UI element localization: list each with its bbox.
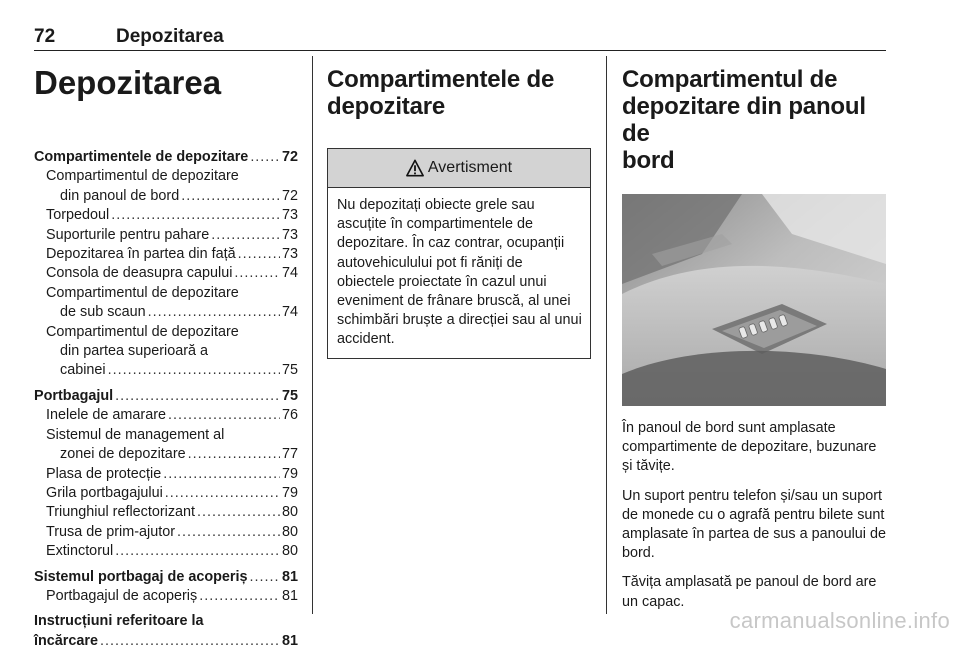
toc-page-number: 79 — [281, 484, 298, 501]
toc-leader-dots — [168, 406, 280, 425]
toc-leader-dots — [108, 361, 280, 380]
toc-entry-label: de sub scaun — [60, 304, 146, 321]
toc-entry[interactable] — [34, 523, 298, 542]
toc-leader-dots — [250, 568, 280, 587]
warning-box — [327, 148, 591, 359]
toc-leader-dots — [234, 264, 280, 283]
toc-leader-dots — [181, 187, 280, 206]
toc-entry-label: Depozitarea în partea din față — [46, 246, 236, 263]
toc-page-number: 73 — [281, 207, 298, 224]
toc-entry-label: Compartimentul de depozitare — [46, 168, 239, 185]
toc-section-entry[interactable] — [34, 568, 298, 587]
toc-page-number: 81 — [281, 632, 298, 649]
toc-entry[interactable] — [34, 264, 298, 283]
section-title-line: depozitare din panoul de — [622, 93, 866, 147]
toc-page-number: 73 — [281, 246, 298, 263]
toc-entry[interactable] — [34, 426, 298, 465]
toc-page-number: 79 — [281, 465, 298, 482]
toc-entry-label: din partea superioară a — [60, 343, 209, 360]
toc-leader-dots — [115, 542, 280, 561]
toc-leader-dots — [211, 226, 280, 245]
toc-entry[interactable] — [34, 206, 298, 225]
toc-leader-dots — [148, 303, 280, 322]
toc-leader-dots — [199, 587, 280, 606]
toc-leader-dots — [100, 632, 280, 651]
toc-leader-dots — [188, 445, 280, 464]
warning-triangle-icon — [406, 159, 424, 177]
toc-entry[interactable] — [34, 226, 298, 245]
toc-page-number: 72 — [281, 187, 298, 204]
toc-page-number: 80 — [281, 523, 298, 540]
column-section-dashboard — [622, 56, 886, 612]
chapter-title: Depozitarea — [34, 64, 222, 101]
column-toc — [34, 56, 298, 651]
toc-leader-dots — [165, 484, 280, 503]
toc-leader-dots — [250, 148, 280, 167]
toc-entry-label: Sistemul de management al — [46, 426, 225, 443]
toc-entry-label: Suporturile pentru pahare — [46, 226, 210, 243]
toc-entry[interactable] — [34, 323, 298, 381]
toc-section-entry[interactable] — [34, 148, 298, 167]
toc-page-number: 77 — [281, 446, 298, 463]
section-title-line: depozitare — [327, 93, 446, 120]
toc-entry-label: Compartimentul de depozitare — [46, 284, 239, 301]
section-title-line: bord — [622, 147, 675, 174]
toc-page-number: 76 — [281, 407, 298, 424]
toc-entry-label: Extinctorul — [46, 543, 114, 560]
toc-page-number: 80 — [281, 504, 298, 521]
paragraph: Tăvița amplasată pe panoul de bord are un capac. — [622, 574, 877, 610]
toc-entry-label: Triunghiul reflectorizant — [46, 504, 196, 521]
toc-entry[interactable] — [34, 465, 298, 484]
toc-entry-label: Consola de deasupra capului — [46, 265, 233, 282]
toc-entry[interactable] — [34, 542, 298, 561]
page-number: 72 — [34, 26, 56, 47]
toc-entry-label: Plasa de protecție — [46, 465, 162, 482]
section-title-line: Compartimentele de — [327, 66, 555, 93]
toc-entry-label: din panoul de bord — [60, 187, 180, 204]
toc-entry-label: Torpedoul — [46, 207, 110, 224]
paragraph: Un suport pentru telefon și/sau un suport de monede cu o agrafă pentru bilete sunt amplasate în partea de sus a panoului de bord. — [622, 487, 887, 562]
toc-page-number: 81 — [281, 587, 298, 604]
toc-entry-label: Inelele de amarare — [46, 407, 166, 424]
toc-entry-label: Compartimentele de depozitare — [34, 149, 249, 165]
toc-page-number: 74 — [281, 265, 298, 282]
toc-entry[interactable] — [34, 503, 298, 522]
toc-leader-dots — [163, 465, 280, 484]
toc-leader-dots — [197, 503, 280, 522]
watermark: carmanualsonline.info — [729, 608, 950, 633]
toc-page-number: 80 — [281, 543, 298, 560]
page-header — [34, 24, 886, 51]
toc-page-number: 75 — [281, 387, 298, 404]
toc-entry-label: Sistemul portbagaj de acoperiș — [34, 568, 248, 585]
toc-entry-label: încărcare — [34, 632, 99, 649]
toc-page-number: 73 — [281, 226, 298, 243]
toc-page-number: 81 — [281, 568, 298, 585]
column-divider — [606, 56, 607, 614]
table-of-contents — [34, 148, 298, 651]
toc-page-number: 74 — [281, 304, 298, 321]
toc-leader-dots — [238, 245, 280, 264]
warning-heading: Avertisment — [427, 159, 513, 176]
section-title-line: Compartimentul de — [622, 66, 838, 93]
body-text — [622, 419, 886, 612]
paragraph: În panoul de bord sunt amplasate compartimente de depozitare, buzunare și tăvițe. — [622, 420, 877, 475]
toc-entry-label: cabinei — [60, 362, 106, 379]
column-divider — [312, 56, 313, 614]
toc-leader-dots — [111, 206, 280, 225]
toc-entry-label: Portbagajul — [34, 387, 114, 404]
warning-header — [328, 149, 590, 188]
toc-entry-label: Grila portbagajului — [46, 484, 163, 501]
toc-entry-label: Compartimentul de depozitare — [46, 323, 239, 340]
toc-entry-label: Instrucțiuni referitoare la — [34, 613, 204, 630]
column-section-storage — [327, 56, 591, 359]
toc-entry[interactable] — [34, 587, 298, 606]
toc-page-number: 75 — [281, 362, 298, 379]
toc-entry[interactable] — [34, 284, 298, 323]
toc-entry[interactable] — [34, 245, 298, 264]
section-title — [327, 66, 591, 120]
dashboard-storage-photo — [622, 194, 886, 406]
section-title — [622, 66, 886, 174]
running-header-title: Depozitarea — [116, 26, 224, 47]
toc-section-entry[interactable] — [34, 612, 298, 651]
toc-entry[interactable] — [34, 406, 298, 425]
toc-section-entry[interactable] — [34, 387, 298, 406]
toc-leader-dots — [115, 387, 280, 406]
toc-entry[interactable] — [34, 167, 298, 206]
toc-entry-label: zonei de depozitare — [60, 446, 186, 463]
toc-leader-dots — [177, 523, 280, 542]
toc-entry-label: Trusa de prim-ajutor — [46, 523, 176, 540]
toc-page-number: 72 — [281, 149, 298, 165]
toc-entry-label: Portbagajul de acoperiș — [46, 587, 198, 604]
warning-text: Nu depozitați obiecte grele sau ascuțite în compartimentele de depozitare. În caz contrar, ocupanții autovehiculului pot fi răniți de obiectele proiectate în cazul unui eveniment de frânare bruscă, al unei schimbări bruște a direcției sau al unui accident. — [337, 197, 582, 348]
toc-entry[interactable] — [34, 484, 298, 503]
